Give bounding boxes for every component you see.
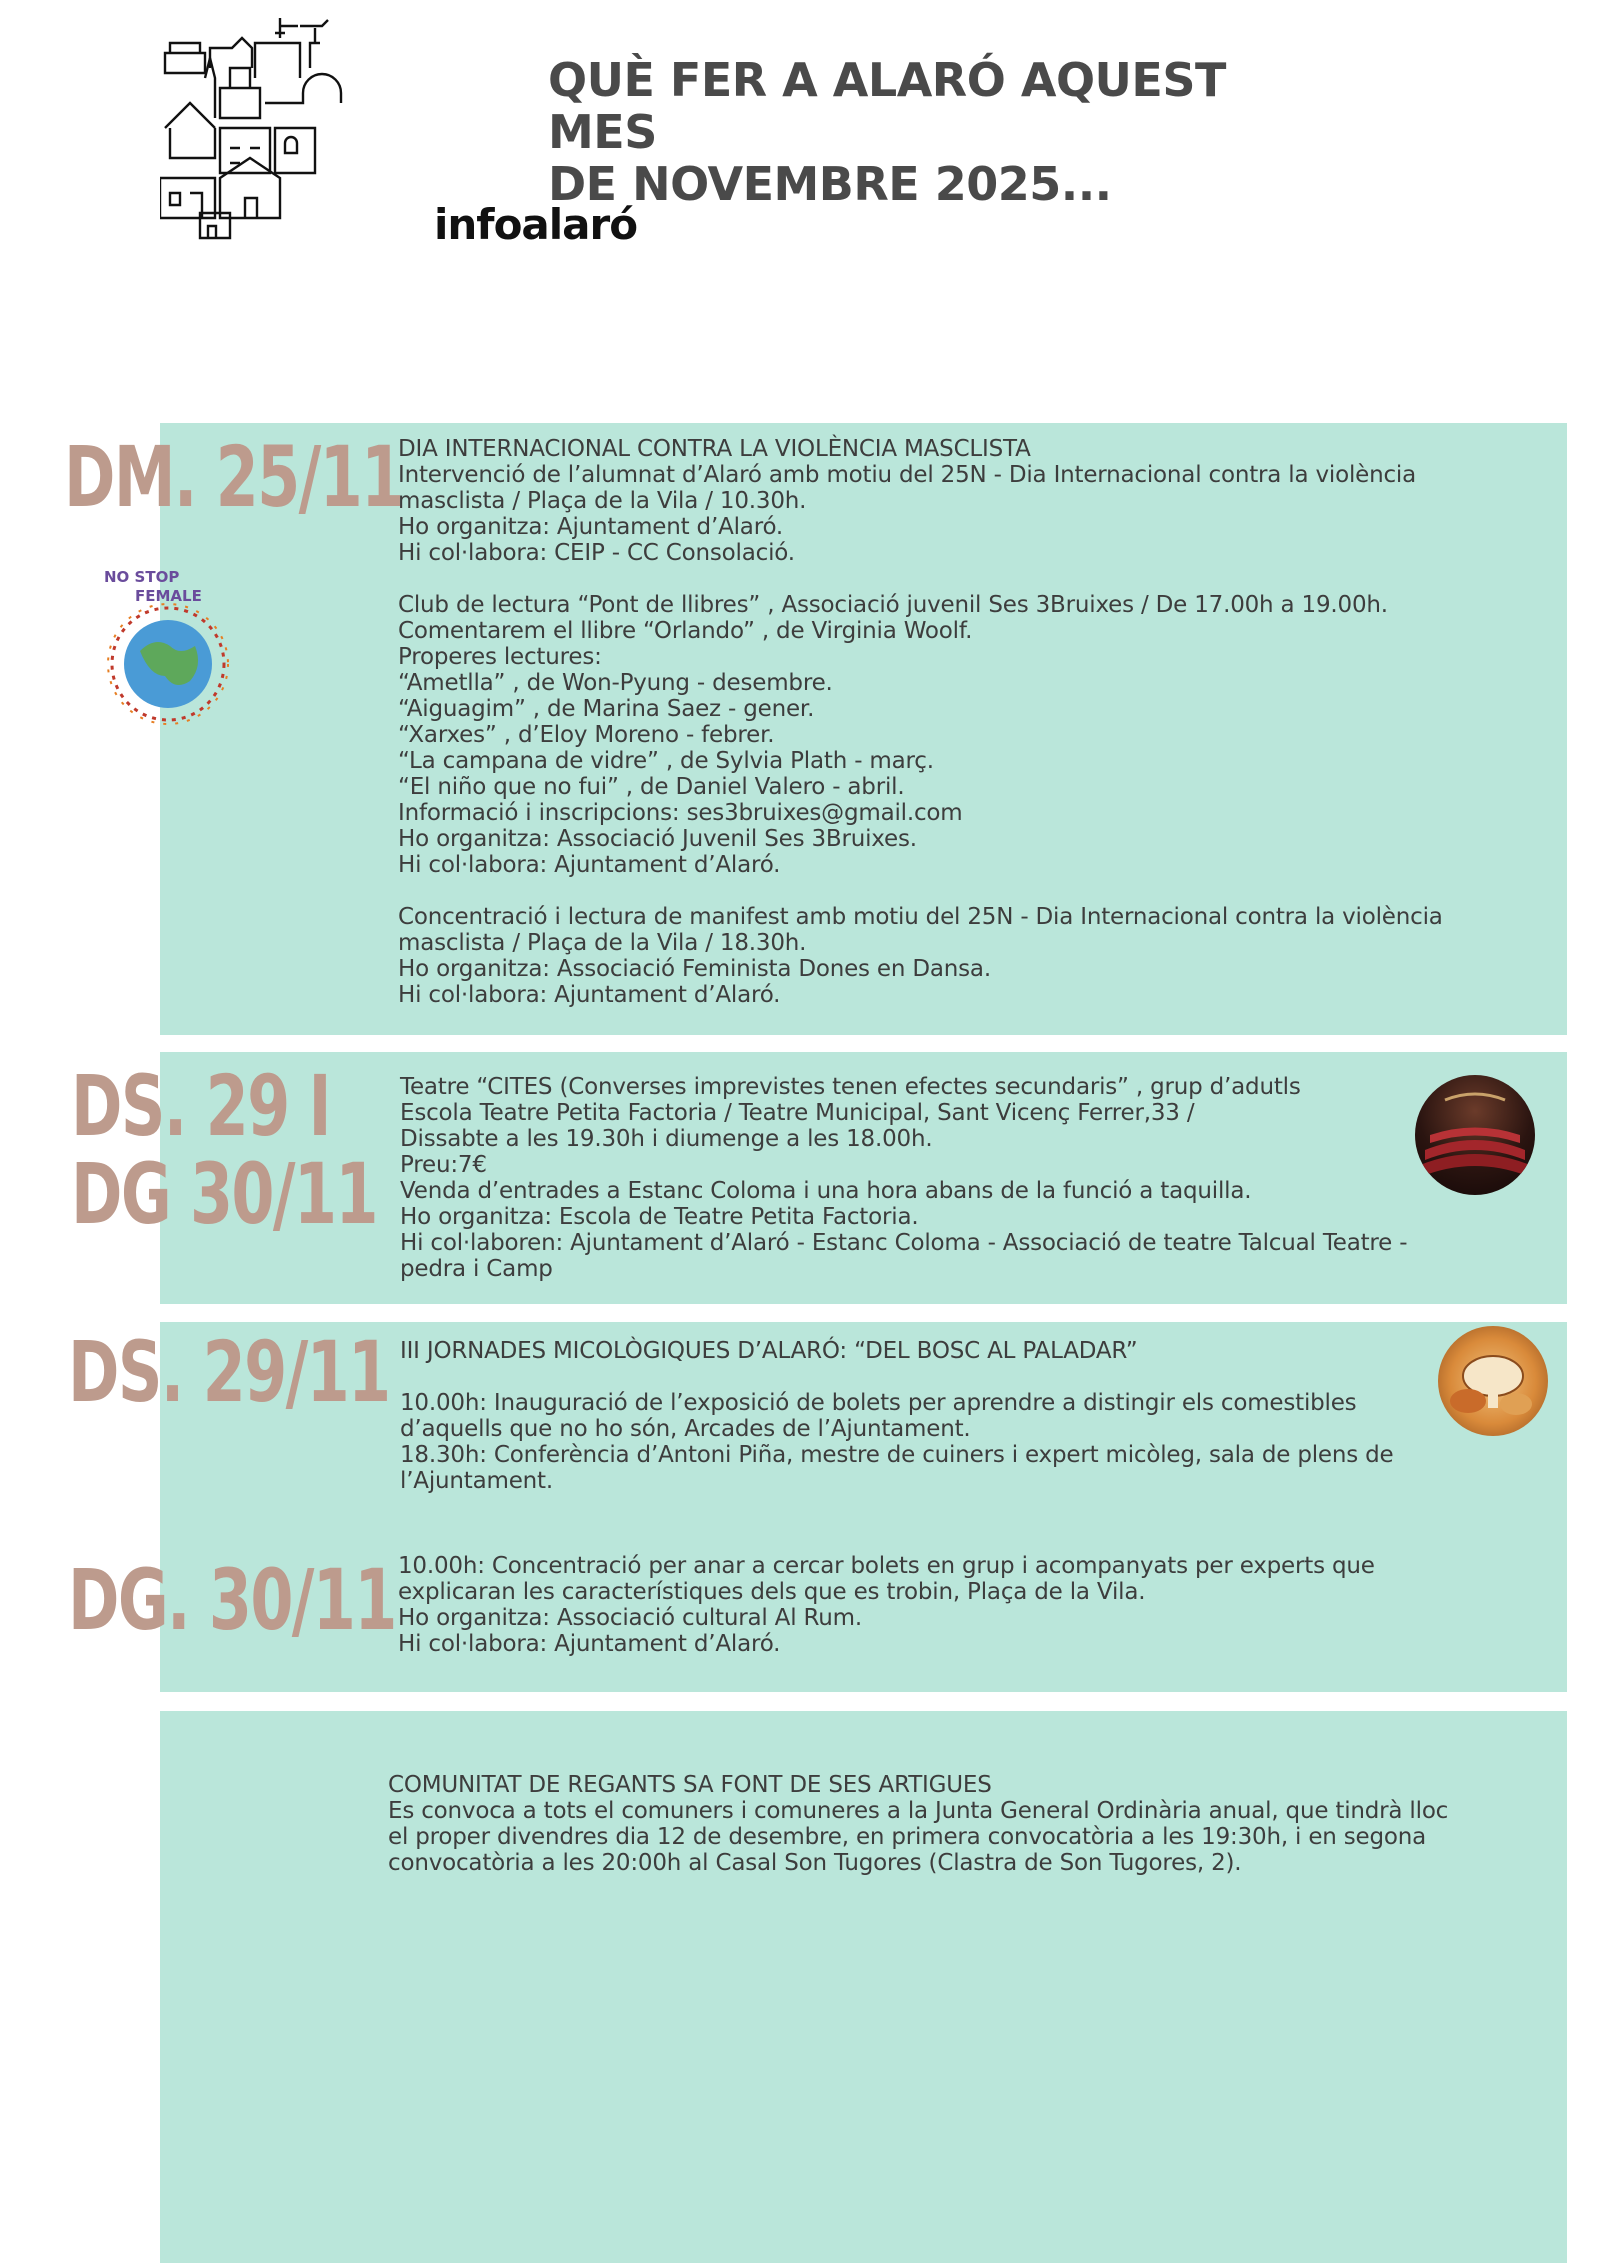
text-line: d’aquells que no ho són, Arcades de l’Ajuntament. bbox=[400, 1416, 971, 1442]
date-line-2: DG 30/11 bbox=[71, 1145, 377, 1243]
event-heading: III JORNADES MICOLÒGIQUES D’ALARÓ: “DEL BOSC AL PALADAR” bbox=[400, 1338, 1138, 1364]
text-line: “Xarxes” , d’Eloy Moreno - febrer. bbox=[398, 722, 775, 748]
no-stop-female-text: NO STOP bbox=[104, 568, 180, 586]
logo-wordmark: infoalaró bbox=[434, 200, 638, 249]
text-line: Ho organitza: Escola de Teatre Petita Factoria. bbox=[400, 1204, 919, 1230]
text-line: Hi col·labora: Ajuntament d’Alaró. bbox=[398, 1631, 781, 1657]
svg-text:FEMALE: FEMALE bbox=[135, 587, 202, 605]
infoalaro-logo bbox=[160, 8, 638, 258]
date-dg-30-11: DG. 30/11 bbox=[68, 1551, 396, 1649]
text-line: Escola Teatre Petita Factoria / Teatre Municipal, Sant Vicenç Ferrer,33 / bbox=[400, 1100, 1195, 1126]
notice-heading: COMUNITAT DE REGANTS SA FONT DE SES ARTIGUES bbox=[388, 1772, 992, 1798]
email-line: Informació i inscripcions: ses3bruixes@gmail.com bbox=[398, 800, 963, 826]
mushrooms-photo bbox=[1438, 1326, 1548, 1436]
text-line: Club de lectura “Pont de llibres” , Associació juvenil Ses 3Bruixes / De 17.00h a 19.00h. bbox=[398, 592, 1388, 618]
no-stop-female-image bbox=[90, 556, 240, 746]
text-line: masclista / Plaça de la Vila / 18.30h. bbox=[398, 930, 807, 956]
date-ds-dg-29-30-11 bbox=[71, 1057, 377, 1243]
text-line: Properes lectures: bbox=[398, 644, 602, 670]
text-line: Intervenció de l’alumnat d’Alaró amb motiu del 25N - Dia Internacional contra la violència bbox=[398, 462, 1416, 488]
text-line: “Aiguagim” , de Marina Saez - gener. bbox=[398, 696, 815, 722]
text-line: Hi col·labora: Ajuntament d’Alaró. bbox=[398, 852, 781, 878]
page-title bbox=[548, 54, 1348, 210]
notice-text-regants bbox=[388, 1772, 1558, 1876]
text-line: Ho organitza: Ajuntament d’Alaró. bbox=[398, 514, 784, 540]
event-text-theatre bbox=[400, 1074, 1510, 1282]
text-line: Comentarem el llibre “Orlando” , de Virginia Woolf. bbox=[398, 618, 973, 644]
text-line: Ho organitza: Associació Feminista Dones en Dansa. bbox=[398, 956, 991, 982]
text-line: explicaran les característiques dels que es trobin, Plaça de la Vila. bbox=[398, 1579, 1146, 1605]
text-line: l’Ajuntament. bbox=[400, 1468, 553, 1494]
text-line: pedra i Camp bbox=[400, 1256, 553, 1282]
event-text-25-11 bbox=[398, 436, 1558, 1008]
event-heading: DIA INTERNACIONAL CONTRA LA VIOLÈNCIA MASCLISTA bbox=[398, 436, 1031, 462]
date-line-1: DS. 29 I bbox=[71, 1057, 330, 1155]
text-line: “El niño que no fui” , de Daniel Valero - abril. bbox=[398, 774, 905, 800]
text-line: Ho organitza: Associació cultural Al Rum. bbox=[398, 1605, 862, 1631]
globe-people-icon bbox=[90, 556, 240, 746]
mushroom-icon bbox=[1438, 1326, 1548, 1436]
text-line: Ho organitza: Associació Juvenil Ses 3Bruixes. bbox=[398, 826, 917, 852]
text-line: el proper divendres dia 12 de desembre, en primera convocatòria a les 19:30h, i en segona bbox=[388, 1824, 1427, 1850]
text-line: Hi col·laboren: Ajuntament d’Alaró - Estanc Coloma - Associació de teatre Talcual Teatre - bbox=[400, 1230, 1408, 1256]
text-line: 10.00h: Inauguració de l’exposició de bolets per aprendre a distingir els comestibles bbox=[400, 1390, 1357, 1416]
date-ds-29-11: DS. 29/11 bbox=[68, 1323, 390, 1421]
text-line: 10.00h: Concentració per anar a cercar bolets en grup i acompanyats per experts que bbox=[398, 1553, 1375, 1579]
date-dm-25-11: DM. 25/11 bbox=[64, 428, 403, 526]
text-line: “La campana de vidre” , de Sylvia Plath - març. bbox=[398, 748, 934, 774]
text-line: masclista / Plaça de la Vila / 10.30h. bbox=[398, 488, 807, 514]
event-text-micologia-30 bbox=[398, 1553, 1518, 1657]
price-line: Preu:7€ bbox=[400, 1152, 487, 1178]
title-line-2: DE NOVEMBRE 2025... bbox=[548, 157, 1112, 211]
title-line-1: QUÈ FER A ALARÓ AQUEST MES bbox=[548, 53, 1226, 159]
text-line: Concentració i lectura de manifest amb motiu del 25N - Dia Internacional contra la violència bbox=[398, 904, 1443, 930]
text-line: Venda d’entrades a Estanc Coloma i una hora abans de la funció a taquilla. bbox=[400, 1178, 1252, 1204]
text-line: 18.30h: Conferència d’Antoni Piña, mestre de cuiners i expert micòleg, sala de plens de bbox=[400, 1442, 1394, 1468]
divider bbox=[160, 1037, 1557, 1047]
text-line: Hi col·labora: CEIP - CC Consolació. bbox=[398, 540, 795, 566]
event-text-micologia-29 bbox=[400, 1338, 1450, 1494]
event-heading: Teatre “CITES (Converses imprevistes tenen efectes secundaris” , grup d’adutls bbox=[400, 1074, 1301, 1100]
text-line: “Ametlla” , de Won-Pyung - desembre. bbox=[398, 670, 833, 696]
text-line: Es convoca a tots el comuners i comuneres a la Junta General Ordinària anual, que tindrà lloc bbox=[388, 1798, 1449, 1824]
text-line: convocatòria a les 20:00h al Casal Son Tugores (Clastra de Son Tugores, 2). bbox=[388, 1850, 1242, 1876]
text-line: Dissabte a les 19.30h i diumenge a les 18.00h. bbox=[400, 1126, 933, 1152]
text-line: Hi col·labora: Ajuntament d’Alaró. bbox=[398, 982, 781, 1008]
